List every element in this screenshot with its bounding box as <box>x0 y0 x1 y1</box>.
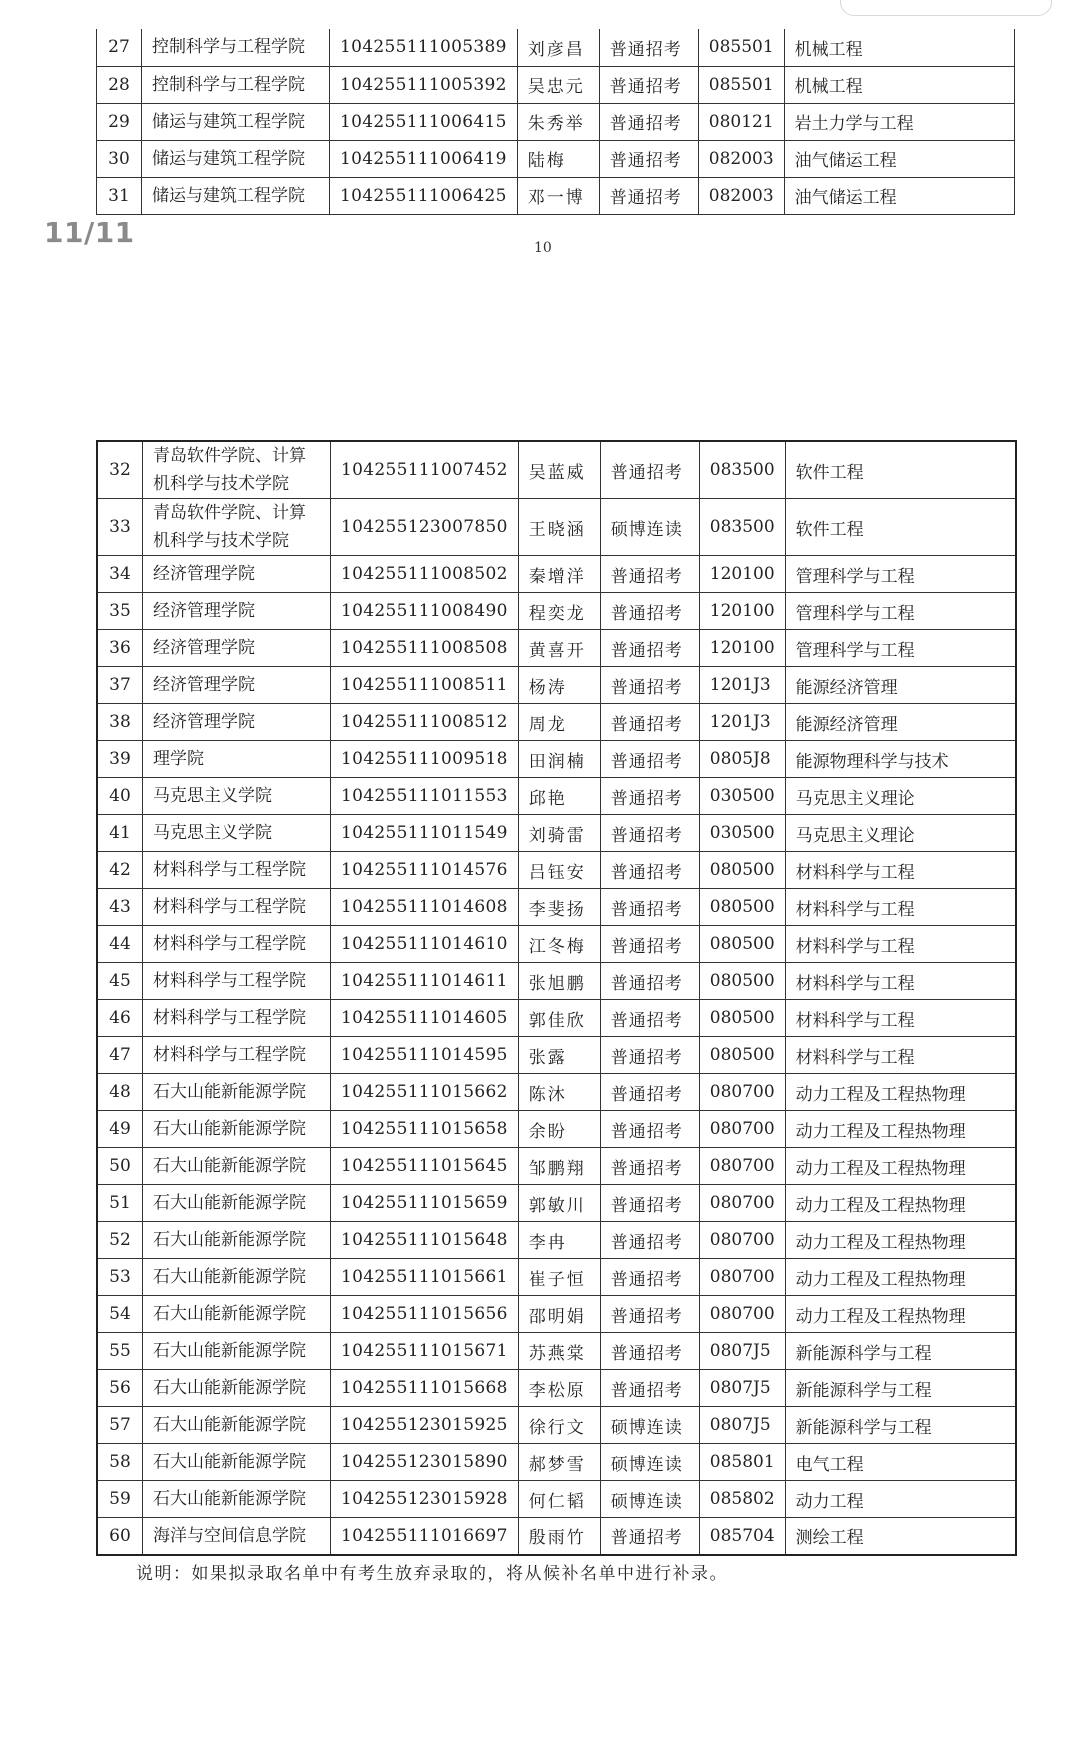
candidate-id-cell: 104255111014595 <box>331 1037 519 1074</box>
major-code-cell: 080700 <box>699 1259 785 1296</box>
candidate-name-cell: 崔子恒 <box>518 1259 600 1296</box>
admission-type-cell: 普通招考 <box>600 1222 699 1259</box>
candidate-name-cell: 朱秀举 <box>517 103 599 140</box>
admission-type-cell: 普通招考 <box>600 1185 699 1222</box>
major-name-cell: 动力工程及工程热物理 <box>785 1111 1016 1148</box>
candidate-id-cell: 104255111009518 <box>331 741 519 778</box>
table-row <box>97 926 1016 963</box>
candidate-name-cell: 程奕龙 <box>518 593 600 630</box>
candidate-name-cell: 李冉 <box>518 1222 600 1259</box>
candidate-id-cell: 104255123015890 <box>331 1444 519 1481</box>
major-name-cell: 材料科学与工程 <box>785 1037 1016 1074</box>
row-number: 33 <box>97 499 143 556</box>
major-name-cell: 管理科学与工程 <box>785 593 1016 630</box>
table-body <box>97 29 1015 214</box>
major-code-cell: 0807J5 <box>699 1407 785 1444</box>
table-row <box>97 593 1016 630</box>
college-cell: 经济管理学院 <box>143 667 331 704</box>
table-row <box>97 704 1016 741</box>
admission-type-cell: 普通招考 <box>600 667 699 704</box>
major-code-cell: 080500 <box>699 926 785 963</box>
major-name-cell: 动力工程及工程热物理 <box>785 1222 1016 1259</box>
table-row <box>97 1518 1016 1555</box>
college-cell: 材料科学与工程学院 <box>143 926 331 963</box>
candidate-id-cell: 104255111011553 <box>331 778 519 815</box>
candidate-id-cell: 104255111015661 <box>331 1259 519 1296</box>
row-number: 60 <box>97 1518 143 1555</box>
college-cell: 石大山能新能源学院 <box>143 1185 331 1222</box>
row-number: 50 <box>97 1148 143 1185</box>
candidate-id-cell: 104255111008512 <box>331 704 519 741</box>
candidate-id-cell: 104255111016697 <box>331 1518 519 1555</box>
admission-type-cell: 普通招考 <box>600 556 699 593</box>
college-cell: 海洋与空间信息学院 <box>143 1518 331 1555</box>
row-number: 35 <box>97 593 143 630</box>
college-cell: 石大山能新能源学院 <box>143 1148 331 1185</box>
candidate-name-cell: 邹鹏翔 <box>518 1148 600 1185</box>
table-row <box>97 441 1016 499</box>
major-code-cell: 080121 <box>698 103 784 140</box>
candidate-name-cell: 郭佳欣 <box>518 1000 600 1037</box>
admission-type-cell: 普通招考 <box>599 29 698 66</box>
major-name-cell: 新能源科学与工程 <box>785 1407 1016 1444</box>
candidate-id-cell: 104255111005389 <box>330 29 518 66</box>
major-code-cell: 080700 <box>699 1111 785 1148</box>
candidate-id-cell: 104255123015928 <box>331 1481 519 1518</box>
table-row <box>97 852 1016 889</box>
admission-type-cell: 普通招考 <box>600 815 699 852</box>
candidate-name-cell: 刘骑雷 <box>518 815 600 852</box>
admission-type-cell: 普通招考 <box>600 441 699 499</box>
table-row <box>97 556 1016 593</box>
candidate-name-cell: 陈沐 <box>518 1074 600 1111</box>
candidate-name-cell: 张旭鹏 <box>518 963 600 1000</box>
candidate-id-cell: 104255111007452 <box>331 441 519 499</box>
candidate-name-cell: 秦增洋 <box>518 556 600 593</box>
candidate-id-cell: 104255111014611 <box>331 963 519 1000</box>
college-cell: 材料科学与工程学院 <box>143 963 331 1000</box>
admission-type-cell: 普通招考 <box>600 963 699 1000</box>
candidate-id-cell: 104255111005392 <box>330 66 518 103</box>
candidate-id-cell: 104255111015656 <box>331 1296 519 1333</box>
major-code-cell: 0807J5 <box>699 1370 785 1407</box>
admission-type-cell: 硕博连读 <box>600 499 699 556</box>
major-code-cell: 082003 <box>698 140 784 177</box>
major-name-cell: 软件工程 <box>785 499 1016 556</box>
candidate-id-cell: 104255111015668 <box>331 1370 519 1407</box>
table-row <box>97 1259 1016 1296</box>
page-indicator: 11/11 <box>44 216 135 249</box>
college-cell: 马克思主义学院 <box>143 815 331 852</box>
college-cell: 控制科学与工程学院 <box>142 29 330 66</box>
college-cell: 材料科学与工程学院 <box>143 889 331 926</box>
major-name-cell: 测绘工程 <box>785 1518 1016 1555</box>
table-row <box>97 1407 1016 1444</box>
candidate-name-cell: 王晓涵 <box>518 499 600 556</box>
major-name-cell: 马克思主义理论 <box>785 815 1016 852</box>
candidate-name-cell: 邓一博 <box>517 177 599 214</box>
admission-type-cell: 硕博连读 <box>600 1407 699 1444</box>
major-code-cell: 085501 <box>698 29 784 66</box>
row-number: 36 <box>97 630 143 667</box>
admission-table <box>96 440 1017 1556</box>
major-code-cell: 1201J3 <box>699 667 785 704</box>
college-cell: 石大山能新能源学院 <box>143 1333 331 1370</box>
row-number: 53 <box>97 1259 143 1296</box>
table-row <box>97 1296 1016 1333</box>
major-code-cell: 083500 <box>699 499 785 556</box>
candidate-id-cell: 104255111014610 <box>331 926 519 963</box>
candidate-id-cell: 104255111008508 <box>331 630 519 667</box>
candidate-id-cell: 104255111015659 <box>331 1185 519 1222</box>
major-code-cell: 085802 <box>699 1481 785 1518</box>
candidate-name-cell: 余盼 <box>518 1111 600 1148</box>
candidate-name-cell: 李斐扬 <box>518 889 600 926</box>
major-name-cell: 材料科学与工程 <box>785 926 1016 963</box>
major-name-cell: 动力工程及工程热物理 <box>785 1074 1016 1111</box>
candidate-name-cell: 苏燕棠 <box>518 1333 600 1370</box>
college-cell: 控制科学与工程学院 <box>142 66 330 103</box>
table-row <box>97 1481 1016 1518</box>
table-row <box>97 815 1016 852</box>
major-code-cell: 080700 <box>699 1296 785 1333</box>
candidate-id-cell: 104255111014608 <box>331 889 519 926</box>
major-code-cell: 080700 <box>699 1222 785 1259</box>
row-number: 54 <box>97 1296 143 1333</box>
major-name-cell: 油气储运工程 <box>784 177 1014 214</box>
candidate-id-cell: 104255111015671 <box>331 1333 519 1370</box>
row-number: 41 <box>97 815 143 852</box>
major-code-cell: 085704 <box>699 1518 785 1555</box>
admission-type-cell: 普通招考 <box>599 177 698 214</box>
college-cell: 储运与建筑工程学院 <box>142 103 330 140</box>
major-code-cell: 085801 <box>699 1444 785 1481</box>
candidate-name-cell: 邱艳 <box>518 778 600 815</box>
admission-type-cell: 普通招考 <box>600 889 699 926</box>
table-row <box>97 963 1016 1000</box>
candidate-name-cell: 杨涛 <box>518 667 600 704</box>
candidate-name-cell: 吴忠元 <box>517 66 599 103</box>
admission-type-cell: 普通招考 <box>600 630 699 667</box>
college-cell: 材料科学与工程学院 <box>143 852 331 889</box>
major-code-cell: 085501 <box>698 66 784 103</box>
college-cell: 青岛软件学院、计算机科学与技术学院 <box>143 499 331 556</box>
college-cell: 储运与建筑工程学院 <box>142 177 330 214</box>
college-cell: 材料科学与工程学院 <box>143 1000 331 1037</box>
admission-type-cell: 普通招考 <box>600 852 699 889</box>
row-number: 56 <box>97 1370 143 1407</box>
table-row <box>97 140 1015 177</box>
major-code-cell: 080500 <box>699 889 785 926</box>
row-number: 37 <box>97 667 143 704</box>
college-cell: 石大山能新能源学院 <box>143 1074 331 1111</box>
row-number: 55 <box>97 1333 143 1370</box>
major-name-cell: 马克思主义理论 <box>785 778 1016 815</box>
college-cell: 石大山能新能源学院 <box>143 1407 331 1444</box>
admission-type-cell: 普通招考 <box>600 593 699 630</box>
major-name-cell: 新能源科学与工程 <box>785 1333 1016 1370</box>
candidate-id-cell: 104255111006425 <box>330 177 518 214</box>
admission-type-cell: 普通招考 <box>600 1259 699 1296</box>
major-name-cell: 材料科学与工程 <box>785 1000 1016 1037</box>
admission-type-cell: 普通招考 <box>600 1296 699 1333</box>
major-name-cell: 机械工程 <box>784 66 1014 103</box>
college-cell: 储运与建筑工程学院 <box>142 140 330 177</box>
row-number: 59 <box>97 1481 143 1518</box>
candidate-name-cell: 田润楠 <box>518 741 600 778</box>
admission-type-cell: 硕博连读 <box>600 1444 699 1481</box>
row-number: 51 <box>97 1185 143 1222</box>
table-row <box>97 29 1015 66</box>
candidate-id-cell: 104255111011549 <box>331 815 519 852</box>
row-number: 28 <box>97 66 142 103</box>
college-cell: 石大山能新能源学院 <box>143 1481 331 1518</box>
college-cell: 石大山能新能源学院 <box>143 1370 331 1407</box>
major-name-cell: 管理科学与工程 <box>785 630 1016 667</box>
candidate-name-cell: 徐行文 <box>518 1407 600 1444</box>
college-cell: 经济管理学院 <box>143 704 331 741</box>
major-code-cell: 080500 <box>699 963 785 1000</box>
major-code-cell: 030500 <box>699 815 785 852</box>
admission-type-cell: 普通招考 <box>600 741 699 778</box>
major-code-cell: 083500 <box>699 441 785 499</box>
row-number: 48 <box>97 1074 143 1111</box>
major-name-cell: 管理科学与工程 <box>785 556 1016 593</box>
page-number: 10 <box>534 240 552 256</box>
admission-type-cell: 普通招考 <box>600 704 699 741</box>
candidate-id-cell: 104255111014605 <box>331 1000 519 1037</box>
major-code-cell: 030500 <box>699 778 785 815</box>
row-number: 31 <box>97 177 142 214</box>
admission-type-cell: 普通招考 <box>599 103 698 140</box>
table-row <box>97 1222 1016 1259</box>
candidate-name-cell: 殷雨竹 <box>518 1518 600 1555</box>
admission-type-cell: 普通招考 <box>600 1333 699 1370</box>
table-row <box>97 499 1016 556</box>
table-row <box>97 778 1016 815</box>
table-row <box>97 1370 1016 1407</box>
college-cell: 石大山能新能源学院 <box>143 1296 331 1333</box>
table-body <box>97 441 1016 1555</box>
table-row <box>97 177 1015 214</box>
row-number: 52 <box>97 1222 143 1259</box>
table-row <box>97 1333 1016 1370</box>
candidate-name-cell: 李松原 <box>518 1370 600 1407</box>
major-name-cell: 能源经济管理 <box>785 704 1016 741</box>
major-name-cell: 岩土力学与工程 <box>784 103 1014 140</box>
candidate-name-cell: 周龙 <box>518 704 600 741</box>
candidate-name-cell: 郭敏川 <box>518 1185 600 1222</box>
table-row <box>97 1074 1016 1111</box>
college-cell: 石大山能新能源学院 <box>143 1111 331 1148</box>
row-number: 34 <box>97 556 143 593</box>
row-number: 30 <box>97 140 142 177</box>
row-number: 46 <box>97 1000 143 1037</box>
major-name-cell: 材料科学与工程 <box>785 889 1016 926</box>
candidate-id-cell: 104255111006419 <box>330 140 518 177</box>
major-name-cell: 动力工程及工程热物理 <box>785 1148 1016 1185</box>
college-cell: 经济管理学院 <box>143 593 331 630</box>
row-number: 38 <box>97 704 143 741</box>
major-name-cell: 材料科学与工程 <box>785 852 1016 889</box>
major-code-cell: 1201J3 <box>699 704 785 741</box>
admission-type-cell: 普通招考 <box>600 1518 699 1555</box>
major-code-cell: 080500 <box>699 1037 785 1074</box>
candidate-name-cell: 邵明娟 <box>518 1296 600 1333</box>
admission-type-cell: 普通招考 <box>600 1074 699 1111</box>
table-row <box>97 630 1016 667</box>
college-cell: 石大山能新能源学院 <box>143 1444 331 1481</box>
major-code-cell: 080500 <box>699 1000 785 1037</box>
major-code-cell: 080700 <box>699 1148 785 1185</box>
table-row <box>97 1185 1016 1222</box>
admission-type-cell: 普通招考 <box>600 1148 699 1185</box>
table-row <box>97 1148 1016 1185</box>
row-number: 42 <box>97 852 143 889</box>
major-name-cell: 能源物理科学与技术 <box>785 741 1016 778</box>
major-code-cell: 120100 <box>699 556 785 593</box>
row-number: 47 <box>97 1037 143 1074</box>
table-row <box>97 66 1015 103</box>
candidate-id-cell: 104255111006415 <box>330 103 518 140</box>
candidate-id-cell: 104255123015925 <box>331 1407 519 1444</box>
major-name-cell: 材料科学与工程 <box>785 963 1016 1000</box>
table-row <box>97 741 1016 778</box>
major-name-cell: 动力工程及工程热物理 <box>785 1296 1016 1333</box>
major-name-cell: 电气工程 <box>785 1444 1016 1481</box>
major-code-cell: 0805J8 <box>699 741 785 778</box>
row-number: 57 <box>97 1407 143 1444</box>
college-cell: 石大山能新能源学院 <box>143 1259 331 1296</box>
candidate-name-cell: 陆梅 <box>517 140 599 177</box>
row-number: 29 <box>97 103 142 140</box>
major-name-cell: 动力工程及工程热物理 <box>785 1259 1016 1296</box>
major-code-cell: 080700 <box>699 1185 785 1222</box>
admission-type-cell: 普通招考 <box>599 66 698 103</box>
table-row <box>97 889 1016 926</box>
major-name-cell: 油气储运工程 <box>784 140 1014 177</box>
table-row <box>97 667 1016 704</box>
candidate-name-cell: 张露 <box>518 1037 600 1074</box>
table-row <box>97 1037 1016 1074</box>
candidate-name-cell: 黄喜开 <box>518 630 600 667</box>
candidate-id-cell: 104255111008490 <box>331 593 519 630</box>
table-row <box>97 1444 1016 1481</box>
admission-type-cell: 硕博连读 <box>600 1481 699 1518</box>
major-name-cell: 能源经济管理 <box>785 667 1016 704</box>
college-cell: 经济管理学院 <box>143 556 331 593</box>
candidate-name-cell: 吕钰安 <box>518 852 600 889</box>
candidate-id-cell: 104255111015648 <box>331 1222 519 1259</box>
table-row <box>97 1111 1016 1148</box>
candidate-name-cell: 刘彦昌 <box>517 29 599 66</box>
admission-type-cell: 普通招考 <box>600 778 699 815</box>
admission-type-cell: 普通招考 <box>600 926 699 963</box>
candidate-name-cell: 郝梦雪 <box>518 1444 600 1481</box>
major-code-cell: 080500 <box>699 852 785 889</box>
candidate-id-cell: 104255123007850 <box>331 499 519 556</box>
row-number: 27 <box>97 29 142 66</box>
candidate-id-cell: 104255111015662 <box>331 1074 519 1111</box>
major-code-cell: 082003 <box>698 177 784 214</box>
major-name-cell: 动力工程及工程热物理 <box>785 1185 1016 1222</box>
candidate-id-cell: 104255111015645 <box>331 1148 519 1185</box>
college-cell: 青岛软件学院、计算机科学与技术学院 <box>143 441 331 499</box>
major-code-cell: 120100 <box>699 630 785 667</box>
college-cell: 材料科学与工程学院 <box>143 1037 331 1074</box>
row-number: 39 <box>97 741 143 778</box>
admission-type-cell: 普通招考 <box>600 1111 699 1148</box>
row-number: 44 <box>97 926 143 963</box>
row-number: 45 <box>97 963 143 1000</box>
college-cell: 经济管理学院 <box>143 630 331 667</box>
candidate-id-cell: 104255111008502 <box>331 556 519 593</box>
candidate-name-cell: 江冬梅 <box>518 926 600 963</box>
top-toolbar-pill[interactable] <box>840 0 1052 16</box>
college-cell: 马克思主义学院 <box>143 778 331 815</box>
candidate-id-cell: 104255111008511 <box>331 667 519 704</box>
major-name-cell: 动力工程 <box>785 1481 1016 1518</box>
candidate-name-cell: 何仁韬 <box>518 1481 600 1518</box>
table-row <box>97 103 1015 140</box>
admission-table-continued <box>96 29 1015 215</box>
row-number: 43 <box>97 889 143 926</box>
major-name-cell: 新能源科学与工程 <box>785 1370 1016 1407</box>
footnote: 说明：如果拟录取名单中有考生放弃录取的，将从候补名单中进行补录。 <box>136 1564 728 1584</box>
row-number: 49 <box>97 1111 143 1148</box>
table-row <box>97 1000 1016 1037</box>
row-number: 58 <box>97 1444 143 1481</box>
admission-type-cell: 普通招考 <box>600 1000 699 1037</box>
candidate-name-cell: 吴蓝威 <box>518 441 600 499</box>
row-number: 40 <box>97 778 143 815</box>
candidate-id-cell: 104255111015658 <box>331 1111 519 1148</box>
row-number: 32 <box>97 441 143 499</box>
college-cell: 石大山能新能源学院 <box>143 1222 331 1259</box>
major-name-cell: 软件工程 <box>785 441 1016 499</box>
candidate-id-cell: 104255111014576 <box>331 852 519 889</box>
admission-type-cell: 普通招考 <box>600 1370 699 1407</box>
major-name-cell: 机械工程 <box>784 29 1014 66</box>
major-code-cell: 0807J5 <box>699 1333 785 1370</box>
admission-type-cell: 普通招考 <box>600 1037 699 1074</box>
major-code-cell: 120100 <box>699 593 785 630</box>
admission-type-cell: 普通招考 <box>599 140 698 177</box>
college-cell: 理学院 <box>143 741 331 778</box>
major-code-cell: 080700 <box>699 1074 785 1111</box>
